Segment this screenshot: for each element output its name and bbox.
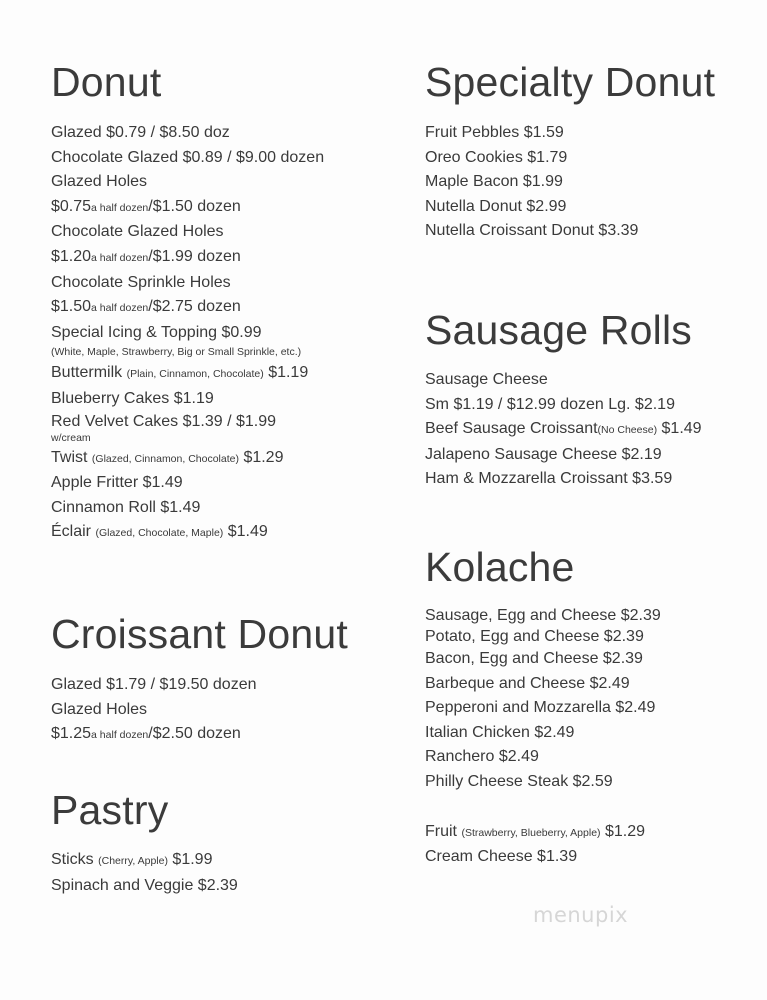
menu-item: Beef Sausage Croissant(No Cheese) $1.49 — [425, 420, 702, 438]
menu-item: Blueberry Cakes $1.19 — [51, 389, 214, 407]
menu-item: Barbeque and Cheese $2.49 — [425, 674, 630, 692]
specialty-donut-section — [425, 59, 755, 244]
menu-item: Philly Cheese Steak $2.59 — [425, 772, 613, 790]
menu-item: Buttermilk (Plain, Cinnamon, Chocolate) $1.19 — [51, 364, 309, 382]
menu-item: Cream Cheese $1.39 — [425, 848, 578, 866]
section-title-sausage-rolls: Sausage Rolls — [425, 307, 692, 353]
menu-item-price: $1.50a half dozen/$2.75 dozen — [51, 298, 241, 316]
section-title-donut: Donut — [51, 59, 162, 105]
menu-item: Nutella Donut $2.99 — [425, 197, 567, 215]
croissant-donut-section — [51, 611, 391, 748]
menu-item: Glazed $1.79 / $19.50 dozen — [51, 676, 257, 693]
menu-item: Sausage, Egg and Cheese $2.39 — [425, 607, 661, 624]
menu-item: Chocolate Glazed $0.89 / $9.00 dozen — [51, 148, 325, 166]
menu-item: Spinach and Veggie $2.39 — [51, 876, 238, 894]
sausage-rolls-section — [425, 307, 755, 492]
menu-item: Maple Bacon $1.99 — [425, 173, 563, 191]
menu-item: Fruit (Strawberry, Blueberry, Apple) $1.29 — [425, 822, 646, 840]
menu-item: Sticks (Cherry, Apple) $1.99 — [51, 851, 213, 868]
menu-item: Chocolate Sprinkle Holes — [51, 273, 231, 291]
menu-item: Cinnamon Roll $1.49 — [51, 498, 201, 516]
menu-item: Pepperoni and Mozzarella $2.49 — [425, 699, 656, 717]
menu-item: Ranchero $2.49 — [425, 748, 539, 766]
kolache-section — [425, 544, 755, 870]
watermark-logo: menupix — [533, 903, 629, 927]
donut-section — [51, 59, 391, 546]
menu-item-note: (White, Maple, Strawberry, Big or Small Sprinkle, etc.) — [51, 346, 302, 359]
menu-item: Jalapeno Sausage Cheese $2.19 — [425, 445, 662, 463]
menu-item: Potato, Egg and Cheese $2.39 — [425, 628, 644, 645]
menu-item: Nutella Croissant Donut $3.39 — [425, 222, 639, 240]
menu-item: Special Icing & Topping $0.99 — [51, 323, 262, 341]
menu-item-price: $1.25a half dozen/$2.50 dozen — [51, 725, 241, 743]
menu-item: Ham & Mozzarella Croissant $3.59 — [425, 470, 673, 488]
menu-item-note: w/cream — [51, 431, 91, 444]
section-title-croissant-donut: Croissant Donut — [51, 611, 348, 657]
menu-item: Glazed Holes — [51, 700, 148, 718]
menu-item: Fruit Pebbles $1.59 — [425, 124, 564, 141]
menu-item-price: $0.75a half dozen/$1.50 dozen — [51, 197, 241, 215]
menu-item: Chocolate Glazed Holes — [51, 223, 224, 241]
section-title-kolache: Kolache — [425, 544, 575, 590]
menu-item: Glazed $0.79 / $8.50 doz — [51, 124, 230, 141]
section-title-pastry: Pastry — [51, 787, 169, 833]
pastry-section — [51, 787, 391, 898]
menu-item: Twist (Glazed, Cinnamon, Chocolate) $1.29 — [51, 448, 284, 466]
menu-item: Italian Chicken $2.49 — [425, 723, 575, 741]
menu-item: Sm $1.19 / $12.99 dozen Lg. $2.19 — [425, 395, 675, 413]
menu-item-price: $1.20a half dozen/$1.99 dozen — [51, 247, 241, 265]
menu-item: Glazed Holes — [51, 173, 148, 191]
menu-item: Oreo Cookies $1.79 — [425, 148, 568, 166]
menu-item: Red Velvet Cakes $1.39 / $1.99 — [51, 412, 277, 430]
menu-item: Sausage Cheese — [425, 371, 548, 388]
menu-item: Apple Fritter $1.49 — [51, 474, 183, 492]
menu-item: Bacon, Egg and Cheese $2.39 — [425, 650, 643, 667]
section-title-specialty-donut: Specialty Donut — [425, 59, 716, 105]
menu-item: Éclair (Glazed, Chocolate, Maple) $1.49 — [51, 523, 268, 541]
